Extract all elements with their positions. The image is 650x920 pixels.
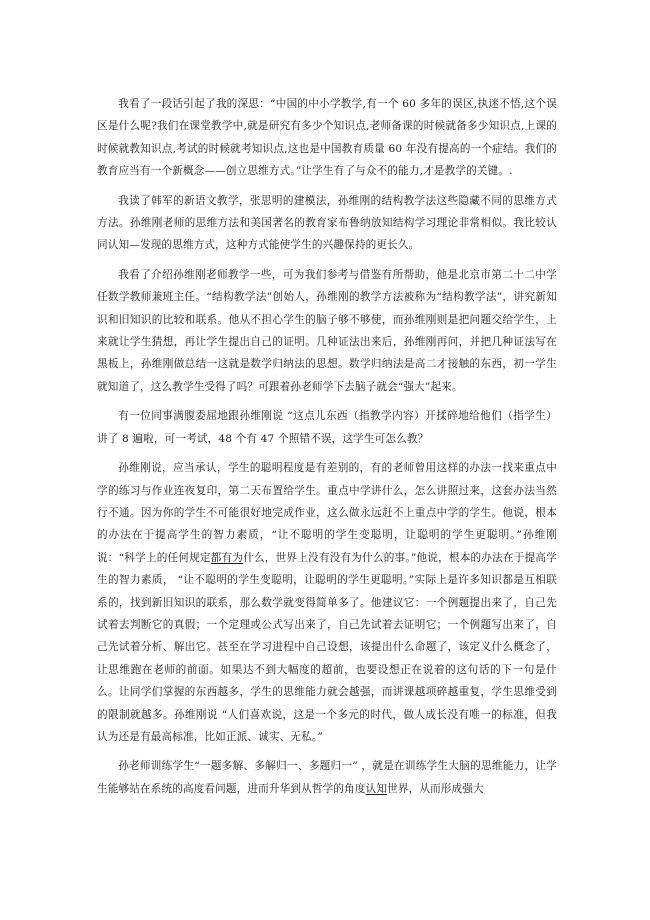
paragraph-teaching-methods: [97, 190, 557, 257]
paragraph-text: 孙老师训练学生“一题多解、多解归一、多题归一” ，就是在训练学生大脑的思维能力，让学生能够站在系统的高度看问题，进而升华到从哲学的角度: [97, 760, 557, 795]
paragraph-text: 我读了韩军的新语文教学，张思明的建模法，孙维刚的结构教学法这些隐藏不同的思维方式方法。孙维刚老师的思维方法和美国著名的教育家布鲁纳放知结构学习理论非常相似。我比较认同认知—发现的思维方式，这种方式能使学生的兴趣保持的更长久。: [97, 194, 557, 252]
paragraph-text: 我看了介绍孙维刚老师教学一些，可为我们参考与借鉴有所帮助，他是北京市第二十二中学任数学教师兼班主任。“结构教学法”创始人，孙维刚的教学方法被称为“结构教学法”，讲究新知识和旧知识的比较和联系。他从不担心学生的脑子够不够使，而孙维刚则是把问题交给学生，上来就让学生猜想，再让学生提出自己的证明。几种证法出来后，孙维刚再问，并把几种证法写在黑板上，孙维刚做总结一这就是数学归纳法的思想。数学归纳法是高二才接触的东西，初一学生就知道了，这么教学生受得了吗？可跟着孙老师学下去脑子就会“强大”起来。: [97, 268, 557, 393]
paragraph-sun-weigang-intro: [97, 264, 557, 398]
paragraph-text: 什么，世界上没有没有为什么的事。”他说，根本的办法在于提高学生的智力素质， “让不聪明的学生变聪明，让聪明的学生更聪明。”实际上是许多知识都是互相联系的，找到新旧知识的联系，那么数学就变得简单多了。他建议它：一个例题提出来了，自己先试着去判断它的真假；一个定理或公式写出来了，自己先试着去证明它；一个例题写出来了，自己先试着分析、解出它。甚至在学习进程中自己设想，该提出什么命题了，该定义什么概念了，让思维跑在老师的前面。如果达不到大幅度的超前，也要设想正在说着的这句话的下一句是什么。让同学们掌握的东西越多，学生的思维能力就会越强，而讲课越项碎越重复，学生思维受到的限制就越多。孙维刚说 “人们喜欢说，这是一个多元的时代，做人成长没有唯一的标准，但我认为还是有最高标准，比如正派、诚实、无私。”: [97, 551, 557, 743]
paragraph-text: 有一位同事满腹委屈地跟孙维刚说 “这点儿东西（指教学内容）开揉碎地给他们（指学生）讲了 8 遍啦，可一考试，48 个有 47 个照错不误，这学生可怎么教？: [97, 410, 557, 445]
paragraph-text: 世界，从而形成强大: [387, 782, 484, 795]
document-page: [97, 93, 557, 807]
underlined-text: 都有为: [210, 551, 244, 564]
paragraph-training-students: [97, 755, 557, 800]
paragraph-text: 孙维刚说，应当承认，学生的聪明程度是有差别的，有的老师曾用这样的办法一找来重点中学的练习与作业连夜复印，第二天布置给学生。重点中学讲什么，怎么讲照过来，这套办法当然行不通。因为你的学生不可能很好地完成作业，这么做永远赶不上重点中学的学生。他说，根本的办法在于提高学生的智力素质，“让不聪明的学生变聪明，让聪明的学生更聪明。”孙维刚说：“科学上的任何规定: [97, 462, 557, 564]
paragraph-quote-reflection: [97, 93, 557, 183]
underlined-text: 认知: [365, 782, 388, 795]
paragraph-text: 我看了一段话引起了我的深思：“中国的中小学教学,有一个 60 多年的误区,执迷不悟,这个误区是什么呢?我们在课堂教学中,就是研究有多少个知识点,老师备课的时候就备多少知识点,上课的时候就教知识点,考试的时候就考知识点,这也是中国教育质量 60 年没有提高的一个症结。我们的教育应当有一个新概念——创立思维方式。”让学生有了与众不的能力,才是教学的关键。.: [97, 98, 557, 178]
paragraph-sun-weigang-answer: [97, 457, 557, 748]
paragraph-colleague-question: [97, 405, 557, 450]
